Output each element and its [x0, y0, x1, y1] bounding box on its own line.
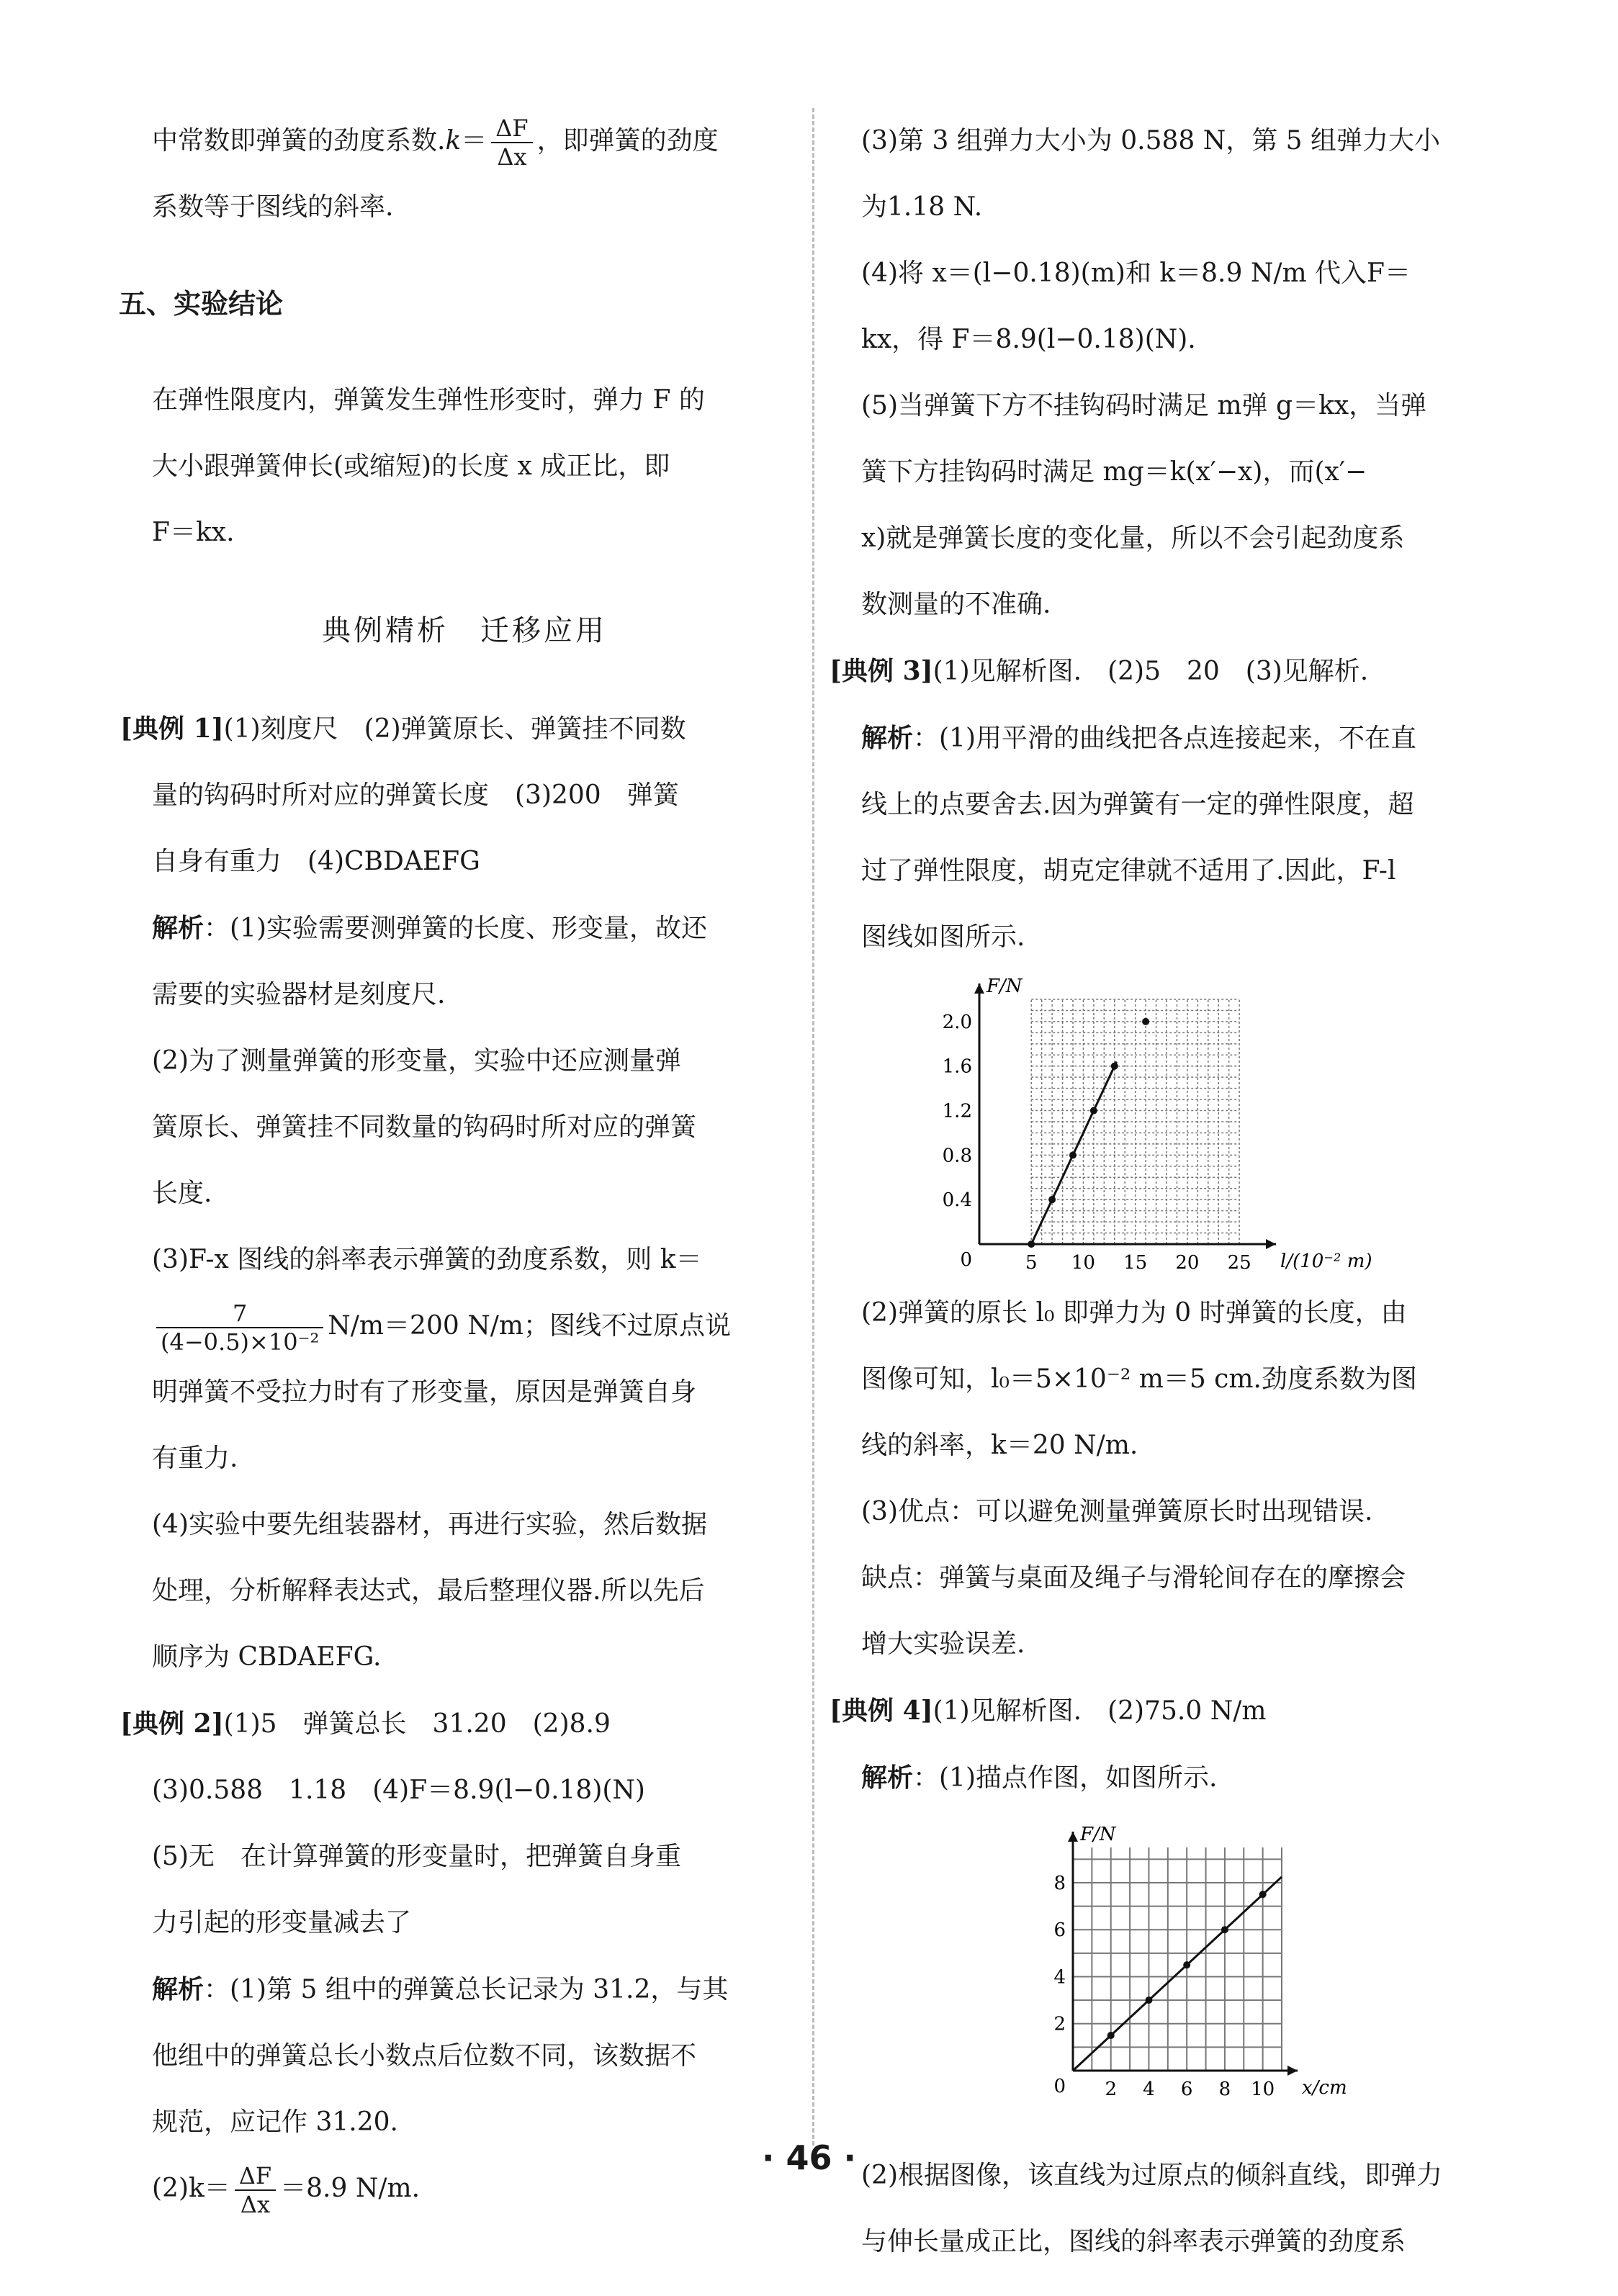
chart-force-length	[857, 971, 1512, 1280]
text-line: 顺序为 CBDAEFG.	[152, 1642, 382, 1672]
page-number: · 46 ·	[762, 2138, 856, 2177]
text-span: ＝8.9 N/m.	[280, 2174, 421, 2203]
example-line	[830, 1678, 1512, 1744]
text-line: F＝kx.	[152, 518, 235, 547]
fraction-numerator: ΔF	[235, 2162, 276, 2191]
data-point	[1183, 1961, 1190, 1968]
x-tick-label: 10	[1251, 2079, 1275, 2100]
y-tick-label: 1.2	[942, 1100, 972, 1122]
y-axis-label: F/N	[1080, 1824, 1116, 1845]
text-span: ：(1)描点作图，如图所示.	[913, 1763, 1218, 1793]
text-span: ：(1)实验需要测弹簧的长度、形变量，故还	[204, 914, 708, 943]
data-point	[1069, 1151, 1077, 1158]
x-tick-label: 8	[1218, 2079, 1231, 2100]
text-line: (5)当弹簧下方不挂钩码时满足 m弹 g＝kx，当弹	[861, 391, 1427, 420]
y-tick-label: 6	[1053, 1919, 1066, 1942]
text-line	[148, 895, 781, 962]
text-line: x)就是弹簧长度的变化量，所以不会引起劲度系	[861, 523, 1405, 553]
y-tick-label: 0.8	[942, 1145, 972, 1167]
text-span: (1)刻度尺 (2)弹簧原长、弹簧挂不同数	[223, 714, 686, 744]
text-line: 增大实验误差.	[861, 1629, 1025, 1659]
text-line: 大小跟弹簧伸长(或缩短)的长度 x 成正比，即	[152, 451, 670, 481]
text-span: ＝	[461, 126, 487, 156]
fraction-numerator: ΔF	[491, 114, 532, 143]
data-point	[1142, 1018, 1149, 1025]
text-span: (2)k＝	[152, 2174, 230, 2203]
text-line: 明弹簧不受拉力时有了形变量，原因是弹簧自身	[152, 1377, 697, 1407]
fraction-numerator: 7	[156, 1300, 323, 1328]
x-axis-arrow	[1266, 1239, 1276, 1249]
fraction	[156, 1300, 323, 1356]
text-line: 力引起的形变量减去了	[152, 1908, 412, 1937]
x-axis-label: x/cm	[1302, 2077, 1347, 2099]
text-line: 图像可知，l₀＝5×10⁻² m＝5 cm.劲度系数为图	[861, 1364, 1417, 1394]
text-line: (2)根据图像，该直线为过原点的倾斜直线，即弹力	[861, 2161, 1442, 2190]
text-line: 为1.18 N.	[861, 192, 983, 222]
data-point	[1107, 2032, 1115, 2039]
text-line: 过了弹性限度，胡克定律就不适用了.因此，F-l	[861, 856, 1396, 886]
x-tick-label: 2	[1105, 2079, 1118, 2100]
text-line: 数测量的不准确.	[861, 590, 1051, 619]
data-point	[1145, 1996, 1152, 2004]
x-tick-label: 15	[1123, 1252, 1148, 1274]
fraction-denominator: (4−0.5)×10⁻²	[161, 1328, 320, 1356]
analysis-label: 解析	[152, 1974, 205, 2004]
x-tick-label: 5	[1025, 1252, 1038, 1274]
data-point	[1028, 1241, 1035, 1248]
text-line: 线上的点要舍去.因为弹簧有一定的弹性限度，超	[861, 790, 1414, 819]
fraction-denominator: Δx	[497, 143, 527, 171]
y-axis-arrow	[1068, 1832, 1078, 1842]
text-line: kx，得 F＝8.9(l−0.18)(N).	[861, 325, 1196, 354]
x-axis-label: l/(10⁻² m)	[1280, 1251, 1372, 1272]
y-tick-label: 2.0	[942, 1011, 972, 1033]
text-line: 长度.	[152, 1179, 212, 1208]
column-divider	[812, 108, 814, 2146]
chart-force-extension	[857, 1811, 1512, 2143]
text-line	[857, 1744, 1512, 1811]
x-axis-arrow	[1287, 2066, 1298, 2076]
example-tag: [典例 3]	[830, 656, 933, 686]
data-point	[1111, 1063, 1118, 1070]
left-column	[119, 108, 781, 2222]
text-span: (1)见解析图. (2)75.0 N/m	[932, 1696, 1267, 1726]
example-tag: [典例 2]	[120, 1709, 224, 1739]
example-line	[120, 1691, 781, 1757]
text-line: 有重力.	[152, 1444, 238, 1473]
text-line: (5)无 在计算弹簧的形变量时，把弹簧自身重	[152, 1842, 681, 1871]
text-line: 处理，分析解释表达式，最后整理仪器.所以先后	[152, 1576, 705, 1606]
text-line: 簧下方挂钩码时满足 mg＝k(x′−x)，而(x′−	[861, 457, 1367, 487]
text-span: k	[445, 126, 462, 156]
data-point	[1048, 1196, 1056, 1203]
text-span: ，即弹簧的劲度	[536, 126, 719, 156]
example-line	[830, 638, 1512, 705]
analysis-label: 解析	[861, 723, 914, 753]
text-line: (4)将 x＝(l−0.18)(m)和 k＝8.9 N/m 代入F＝	[861, 258, 1411, 288]
text-line: 量的钩码时所对应的弹簧长度 (3)200 弹簧	[152, 780, 679, 810]
data-point	[1259, 1891, 1267, 1898]
origin-label: 0	[960, 1249, 972, 1271]
text-span: (1)见解析图. (2)5 20 (3)见解析.	[932, 657, 1369, 686]
text-line: (3)优点：可以避免测量弹簧原长时出现错误.	[861, 1497, 1373, 1526]
y-tick-label: 1.6	[942, 1055, 972, 1078]
text-line: (3)0.588 1.18 (4)F＝8.9(l−0.18)(N)	[152, 1775, 645, 1805]
text-span: N/m＝200 N/m；图线不过原点说	[328, 1311, 731, 1341]
y-axis-label: F/N	[986, 976, 1023, 997]
fraction-denominator: Δx	[240, 2191, 271, 2218]
text-line: 缺点：弹簧与桌面及绳子与滑轮间存在的摩擦会	[861, 1563, 1406, 1593]
text-line	[148, 1293, 781, 1359]
text-line: (2)弹簧的原长 l₀ 即弹力为 0 时弹簧的长度，由	[861, 1298, 1407, 1328]
fraction	[491, 114, 532, 171]
y-axis-arrow	[974, 983, 984, 994]
y-tick-label: 8	[1053, 1872, 1066, 1894]
data-point	[1221, 1926, 1228, 1933]
x-tick-label: 4	[1143, 2079, 1155, 2100]
text-line: (4)实验中要先组装器材，再进行实验，然后数据	[152, 1510, 707, 1539]
example-tag: [典例 4]	[830, 1696, 933, 1726]
x-tick-label: 10	[1071, 1252, 1095, 1274]
right-column	[830, 108, 1512, 2275]
x-tick-label: 25	[1227, 1252, 1251, 1274]
section-heading: 五、实验结论	[119, 287, 284, 320]
text-line: 需要的实验器材是刻度尺.	[152, 980, 446, 1009]
text-line: (3)F-x 图线的斜率表示弹簧的劲度系数，则 k＝	[152, 1245, 702, 1274]
y-tick-label: 0.4	[942, 1189, 972, 1212]
x-tick-label: 6	[1180, 2079, 1193, 2100]
text-line: 与伸长量成正比，图线的斜率表示弹簧的劲度系	[861, 2227, 1406, 2256]
y-tick-label: 4	[1053, 1966, 1066, 1989]
text-line: 自身有重力 (4)CBDAEFG	[152, 847, 480, 876]
text-line	[148, 1956, 781, 2023]
text-line: (3)第 3 组弹力大小为 0.588 N，第 5 组弹力大小	[861, 126, 1441, 156]
text-line: 簧原长、弹簧挂不同数量的钩码时所对应的弹簧	[152, 1112, 697, 1142]
origin-label: 0	[1053, 2076, 1066, 2097]
data-point	[1090, 1107, 1097, 1115]
text-line: (2)为了测量弹簧的形变量，实验中还应测量弹	[152, 1046, 681, 1076]
section-title: 典例精析 迁移应用	[322, 614, 607, 647]
y-tick-label: 2	[1053, 2013, 1066, 2035]
example-line	[120, 695, 781, 762]
analysis-label: 解析	[152, 913, 205, 943]
text-span: (1)5 弹簧总长 31.20 (2)8.9	[223, 1709, 611, 1739]
text-line: 规范，应记作 31.20.	[152, 2107, 398, 2137]
text-line: 系数等于图线的斜率.	[152, 192, 394, 222]
text-line	[148, 108, 781, 174]
example-tag: [典例 1]	[120, 713, 224, 744]
text-span: ：(1)第 5 组中的弹簧总长记录为 31.2，与其	[204, 1975, 729, 2004]
text-line: 他组中的弹簧总长小数点后位数不同，该数据不	[152, 2041, 697, 2071]
analysis-label: 解析	[861, 1762, 914, 1793]
text-line: 线的斜率，k＝20 N/m.	[861, 1431, 1138, 1460]
text-line: 图线如图所示.	[861, 922, 1025, 952]
text-line: 在弹性限度内，弹簧发生弹性形变时，弹力 F 的	[152, 385, 705, 415]
text-span: ：(1)用平滑的曲线把各点连接起来，不在直	[913, 724, 1417, 753]
text-span: 中常数即弹簧的劲度系数.	[152, 126, 446, 156]
x-tick-label: 20	[1175, 1252, 1200, 1274]
text-line	[857, 705, 1512, 772]
